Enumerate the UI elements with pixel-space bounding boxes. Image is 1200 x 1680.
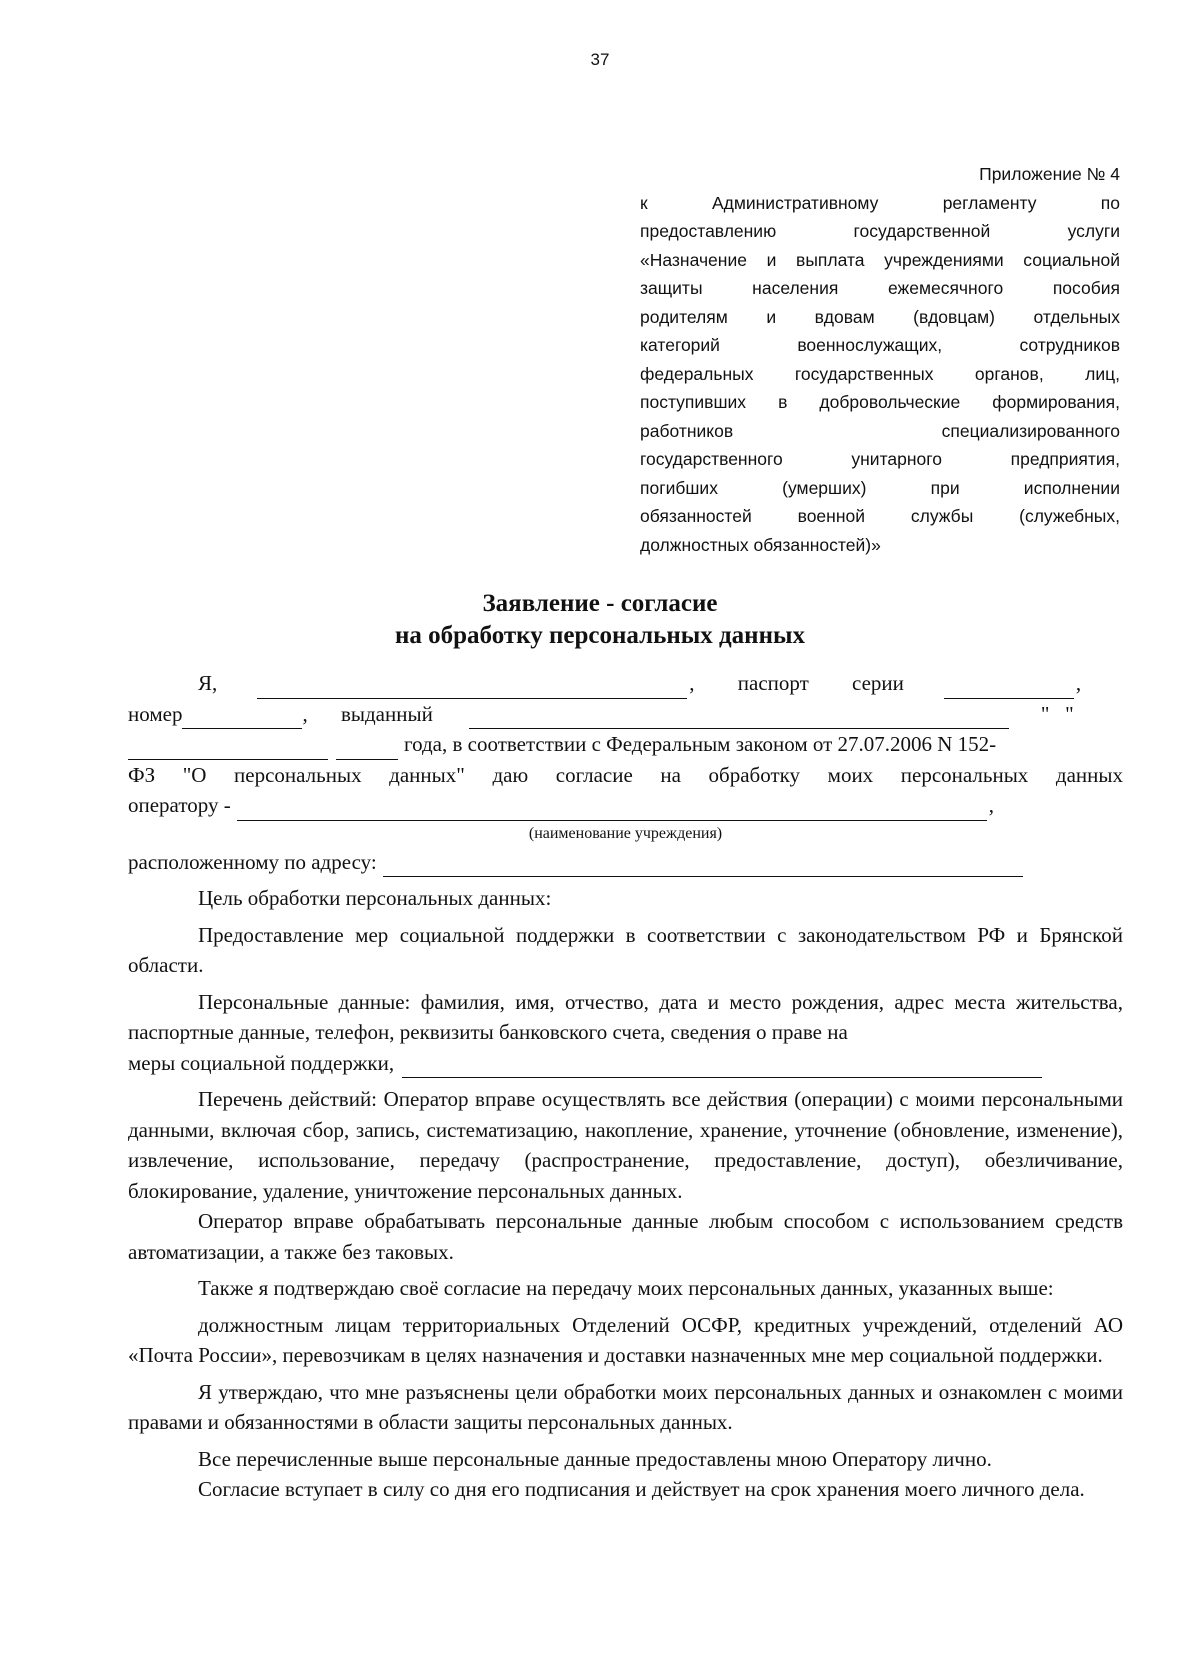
- support-field[interactable]: [402, 1057, 1042, 1078]
- document-title: [0, 588, 1200, 652]
- appendix-line: «Назначение и выплата учреждениями социальной: [640, 249, 1120, 270]
- document-title-line-2: на обработку персональных данных: [395, 622, 805, 649]
- operator-name-field[interactable]: [237, 800, 987, 821]
- appendix-line: защиты населения ежемесячного пособия: [640, 278, 1120, 298]
- issued-by-field[interactable]: [469, 708, 1009, 729]
- appendix-line: федеральных государственных органов, лиц,: [640, 363, 1120, 384]
- support-label: меры социальной поддержки,: [128, 1050, 395, 1075]
- appendix-line: категорий военнослужащих, сотрудников: [640, 335, 1120, 355]
- passport-number-field[interactable]: [182, 708, 302, 729]
- appendix-line: поступивших в добровольческие формирования,: [640, 392, 1120, 412]
- confirm-paragraph: Я утверждаю, что мне разъяснены цели обработки моих персональных данных и ознакомлен с моими правами и обязанностями в области защиты персональных данных.: [128, 1379, 1123, 1434]
- appendix-line: государственного унитарного предприятия,: [640, 449, 1120, 469]
- validity-paragraph: Согласие вступает в силу со дня его подписания и действует на срок хранения моего личного дела.: [198, 1477, 1085, 1501]
- form-row-operator: [128, 790, 1123, 821]
- appendix-line: предоставлению государственной услуги: [640, 221, 1120, 241]
- form-row-support: [128, 1048, 1123, 1079]
- address-field[interactable]: [383, 856, 1023, 877]
- law-reference-text: года, в соответствии с Федеральным законом от 27.07.2006 N 152-: [404, 732, 997, 756]
- personally-paragraph: Все перечисленные выше персональные данные предоставлены мною Оператору лично.: [198, 1446, 992, 1471]
- comma: ,: [988, 793, 994, 817]
- appendix-line: к Административному регламенту по: [640, 192, 1120, 213]
- appendix-header: [640, 160, 1120, 559]
- page-number: 37: [590, 50, 610, 69]
- issued-by-label: , выданный: [302, 701, 433, 726]
- passport-series-label: , паспорт серии: [689, 671, 904, 695]
- date-quotes: " ": [1040, 701, 1074, 726]
- purpose-paragraph: Предоставление мер социальной поддержки в соответствии с законодательством РФ и Брянской области.: [128, 922, 1123, 977]
- appendix-line: родителям и вдовам (вдовцам) отдельных: [640, 306, 1120, 327]
- issue-month-field[interactable]: [128, 739, 328, 760]
- transfer-paragraph: Также я подтверждаю своё согласие на передачу моих персональных данных, указанных выше:: [198, 1276, 1054, 1300]
- document-title-line-1: Заявление - согласие: [482, 590, 718, 617]
- document-body: [128, 668, 1123, 1505]
- full-name-field[interactable]: [257, 678, 687, 699]
- comma: ,: [1075, 671, 1082, 695]
- methods-paragraph: Оператор вправе обрабатывать персональные данные любым способом с использованием средств автоматизации, а также без таковых.: [128, 1209, 1123, 1264]
- form-row-name: [128, 668, 1123, 699]
- address-label: расположенному по адресу:: [128, 849, 377, 874]
- issue-year-field[interactable]: [336, 739, 398, 760]
- appendix-line: работников специализированного: [640, 420, 1120, 441]
- appendix-title: Приложение № 4: [979, 164, 1120, 184]
- ya-label: Я,: [198, 671, 218, 695]
- law-text: ФЗ "О персональных данных" даю согласие на обработку моих персональных данных: [128, 762, 1123, 787]
- operator-label: оператору -: [128, 793, 231, 817]
- form-row-address: [128, 847, 1123, 878]
- personal-data-paragraph: Персональные данные: фамилия, имя, отчество, дата и место рождения, адрес места жительства, паспортные данные, телефон, реквизиты банковского счета, сведения о праве на: [128, 989, 1123, 1044]
- passport-series-field[interactable]: [944, 678, 1074, 699]
- recipients-paragraph: должностным лицам территориальных Отделений ОСФР, кредитных учреждений, отделений АО «Почта России», перевозчикам в целях назначения и доставки назначенных мне мер социальной поддержки.: [128, 1312, 1123, 1367]
- appendix-line: должностных обязанностей)»: [640, 534, 881, 555]
- number-label: номер: [128, 701, 183, 726]
- appendix-line: обязанностей военной службы (служебных,: [640, 506, 1120, 526]
- actions-paragraph: Перечень действий: Оператор вправе осуществлять все действия (операции) с моими персональными данными, включая сбор, запись, систематизацию, накопление, хранение, уточнение (обновление, изменение), извлечение, использование, передачу (распространение, предоставление, доступ), обезличивание, блокирование, удаление, уничтожение персональных данных.: [128, 1087, 1123, 1203]
- form-row-number: [128, 699, 1123, 730]
- appendix-line: погибших (умерших) при исполнении: [640, 477, 1120, 498]
- operator-caption: (наименование учреждения): [528, 824, 723, 842]
- form-row-date: [128, 729, 1123, 760]
- purpose-heading: Цель обработки персональных данных:: [198, 886, 552, 910]
